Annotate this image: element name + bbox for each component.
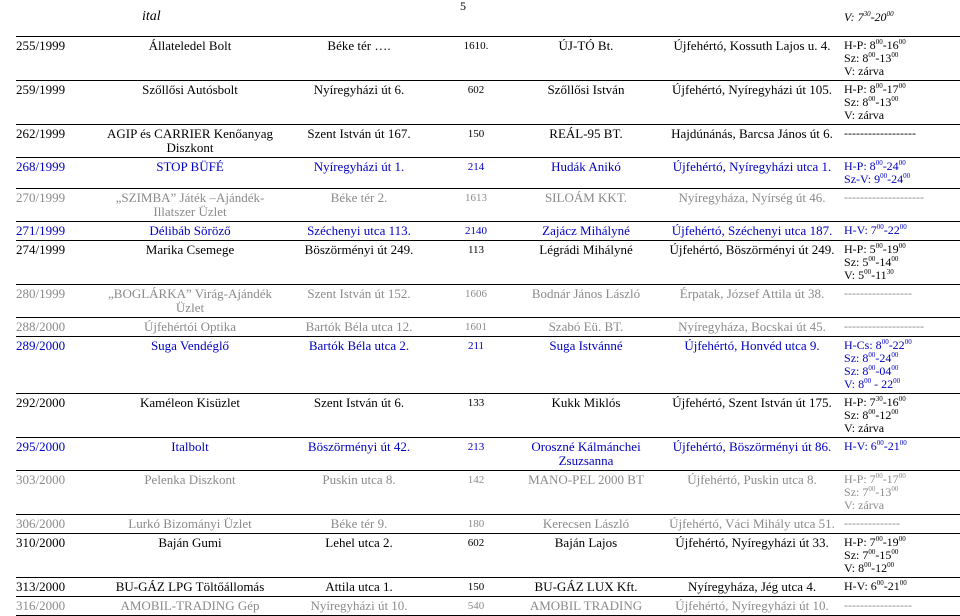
table-row [16,578,960,597]
table-row [16,37,960,81]
opening-hours [844,125,960,158]
hours-line: Sz: $8^{00}-04^{00}$ [844,364,899,378]
owner-name: REÁL-95 BT. [512,125,660,158]
hours-line: H-P: $7^{00}-19^{00}$ [844,535,906,549]
shop-name: Pelenka Diszkont [102,471,278,515]
hours-line: V: zárva [844,108,885,122]
shop-address: Szent István út 167. [278,125,440,158]
registration-number: 289/2000 [16,337,102,394]
table-row [16,438,960,471]
hours-line: ----------------- [844,286,912,300]
hours-line: Sz: $8^{00}-12^{00}$ [844,408,899,422]
shop-address: Nyíregyházi út 1. [278,158,440,189]
page-number: 5 [460,0,466,13]
shop-address: Nyíregyházi út 10. [278,597,440,616]
owner-name: SILOÁM KKT. [512,189,660,222]
owner-name: ÚJ-TÓ Bt. [512,37,660,81]
registration-number: 255/1999 [16,37,102,81]
owner-name: Suga Istvánné [512,337,660,394]
shop-name: Állateledel Bolt [102,37,278,81]
hours-line: H-P: $5^{00}-19^{00}$ [844,242,906,256]
shop-address: Böszörményi út 249. [278,241,440,285]
code-number: 1606 [440,285,512,318]
registration-number: 259/1999 [16,81,102,125]
registration-number: 280/1999 [16,285,102,318]
code-number: 1601 [440,318,512,337]
table-row [16,318,960,337]
owner-address: Érpatak, József Attila út 38. [660,285,844,318]
hours-line: V: zárva [844,421,885,435]
shop-address: Béke tér …. [278,37,440,81]
opening-hours [844,285,960,318]
owner-name: Légrádi Mihályné [512,241,660,285]
opening-hours [844,189,960,222]
shop-name: „SZIMBA” Játék –Ajándék-Illatszer Üzlet [102,189,278,222]
table-row [16,158,960,189]
opening-hours [844,471,960,515]
table-row [16,597,960,616]
hours-line: Sz: $5^{00}-14^{00}$ [844,255,899,269]
code-number: 602 [440,81,512,125]
registration-number: 310/2000 [16,534,102,578]
code-number: 180 [440,515,512,534]
table-row [16,285,960,318]
hours-line: H-V: $6^{00}-21^{00}$ [844,439,907,453]
hours-line: ----------------- [844,598,912,612]
opening-hours [844,438,960,471]
opening-hours [844,241,960,285]
registration-number: 262/1999 [16,125,102,158]
owner-name: Szabó Eü. BT. [512,318,660,337]
code-number: 2140 [440,222,512,241]
registration-number: 270/1999 [16,189,102,222]
shop-address: Nyíregyházi út 6. [278,81,440,125]
shop-name: STOP BÜFÉ [102,158,278,189]
opening-hours [844,578,960,597]
table-row [16,515,960,534]
owner-address: Újfehértó, Széchenyi utca 187. [660,222,844,241]
shop-name: Szőllősi Autósbolt [102,81,278,125]
code-number: 150 [440,578,512,597]
hours-line: Sz: $7^{00}-13^{00}$ [844,485,899,499]
registration-number: 271/1999 [16,222,102,241]
hours-line: H-P: $8^{00}-24^{00}$ [844,159,906,173]
owner-name: Szőllősi István [512,81,660,125]
registration-number: 303/2000 [16,471,102,515]
hours-line: Sz-V: $9^{00}-24^{00}$ [844,172,911,186]
shop-name: Suga Vendéglő [102,337,278,394]
table-row [16,222,960,241]
shop-address: Béke tér 2. [278,189,440,222]
hours-line: H-P: $8^{00}-16^{00}$ [844,38,906,52]
registration-number: 295/2000 [16,438,102,471]
shop-address: Lehel utca 2. [278,534,440,578]
owner-address: Újfehértó, Nyíregyházi út 33. [660,534,844,578]
registration-number: 306/2000 [16,515,102,534]
hours-line: Sz: $8^{00}-24^{00}$ [844,351,899,365]
hours-line: Sz: $7^{00}-15^{00}$ [844,548,899,562]
shop-name: Italbolt [102,438,278,471]
code-number: 540 [440,597,512,616]
opening-hours [844,337,960,394]
owner-address: Újfehértó, Nyíregyházi út 10. [660,597,844,616]
code-number: 602 [440,534,512,578]
header-hours: V: $7^{30}-20^{00}$ [844,10,960,37]
shop-name: Lurkó Bizományi Üzlet [102,515,278,534]
code-number: 150 [440,125,512,158]
hours-line: H-P: $7^{00}-17^{00}$ [844,472,906,486]
opening-hours [844,158,960,189]
owner-name: Bodnár János László [512,285,660,318]
hours-line: ------------------ [844,126,916,140]
hours-line: H-V: $6^{00}-21^{00}$ [844,579,907,593]
table-row [16,471,960,515]
owner-name: MANO-PEL 2000 BT [512,471,660,515]
registration-number: 292/2000 [16,394,102,438]
shop-name: Baján Gumi [102,534,278,578]
code-number: 142 [440,471,512,515]
code-number: 1613 [440,189,512,222]
hours-line: H-P: $7^{30}-16^{00}$ [844,395,906,409]
owner-address: Újfehértó, Puskin utca 8. [660,471,844,515]
owner-address: Újfehértó, Nyíregyházi út 105. [660,81,844,125]
hours-line: V: $8^{00}-12^{00}$ [844,561,895,575]
header-title: ital [16,10,844,37]
shop-address: Bartók Béla utca 2. [278,337,440,394]
owner-address: Újfehértó, Nyíregyházi utca 1. [660,158,844,189]
shop-name: AMOBIL-TRADING Gép [102,597,278,616]
registration-number: 274/1999 [16,241,102,285]
code-number: 213 [440,438,512,471]
registration-number: 313/2000 [16,578,102,597]
hours-line: V: $5^{00}-11^{30}$ [844,268,894,282]
opening-hours [844,318,960,337]
hours-line: -------------------- [844,319,924,333]
shop-address: Béke tér 9. [278,515,440,534]
shop-name: Délibáb Söröző [102,222,278,241]
owner-name: Hudák Anikó [512,158,660,189]
shop-address: Szent István út 152. [278,285,440,318]
shop-address: Böszörményi út 42. [278,438,440,471]
code-number: 211 [440,337,512,394]
hours-line: V: zárva [844,498,885,512]
header-row [16,10,960,37]
registration-number: 288/2000 [16,318,102,337]
owner-name: AMOBIL TRADING [512,597,660,616]
shop-name: Újfehértói Optika [102,318,278,337]
owner-name: Zajácz Mihályné [512,222,660,241]
owner-address: Nyíregyháza, Bocskai út 45. [660,318,844,337]
code-number: 133 [440,394,512,438]
owner-address: Újfehértó, Szent István út 175. [660,394,844,438]
registration-number: 268/1999 [16,158,102,189]
hours-line: H-P: $8^{00}-17^{00}$ [844,82,906,96]
hours-line: Sz: $8^{00}-13^{00}$ [844,95,899,109]
owner-name: Kukk Miklós [512,394,660,438]
table-row [16,81,960,125]
hours-line: -------------- [844,516,900,530]
owner-address: Nyíregyháza, Jég utca 4. [660,578,844,597]
shop-address: Széchenyi utca 113. [278,222,440,241]
hours-line: Sz: $8^{00}-13^{00}$ [844,51,899,65]
hours-line: -------------------- [844,190,924,204]
shop-address: Attila utca 1. [278,578,440,597]
shop-address: Puskin utca 8. [278,471,440,515]
shop-name: BU-GÁZ LPG Töltőállomás [102,578,278,597]
shop-name: Kaméleon Kisüzlet [102,394,278,438]
owner-address: Újfehértó, Kossuth Lajos u. 4. [660,37,844,81]
shop-name: Marika Csemege [102,241,278,285]
opening-hours [844,394,960,438]
owner-name: Kerecsen László [512,515,660,534]
shop-address: Szent István út 6. [278,394,440,438]
owner-name: Oroszné Kálmánchei Zsuzsanna [512,438,660,471]
owner-address: Nyíregyháza, Nyírség út 46. [660,189,844,222]
opening-hours [844,534,960,578]
code-number: 1610. [440,37,512,81]
hours-line: H-Cs: $8^{00}-22^{00}$ [844,338,912,352]
registration-number: 316/2000 [16,597,102,616]
hours-line: H-V: $7^{00}-22^{00}$ [844,223,907,237]
code-number: 214 [440,158,512,189]
code-number: 113 [440,241,512,285]
owner-name: Baján Lajos [512,534,660,578]
owner-address: Újfehértó, Honvéd utca 9. [660,337,844,394]
table-row [16,189,960,222]
opening-hours [844,597,960,616]
owner-address: Újfehértó, Böszörményi út 86. [660,438,844,471]
shop-name: AGIP és CARRIER Kenőanyag Diszkont [102,125,278,158]
shop-address: Bartók Béla utca 12. [278,318,440,337]
shop-register-table [16,10,960,616]
opening-hours [844,81,960,125]
table-row [16,241,960,285]
hours-line: V: zárva [844,64,885,78]
opening-hours [844,515,960,534]
owner-address: Hajdúnánás, Barcsa János út 6. [660,125,844,158]
table-row [16,125,960,158]
hours-line: V: $8^{00} - 22^{00}$ [844,377,901,391]
owner-address: Újfehértó, Váci Mihály utca 51. [660,515,844,534]
table-row [16,337,960,394]
owner-address: Újfehértó, Böszörményi út 249. [660,241,844,285]
table-row [16,534,960,578]
table-row [16,394,960,438]
shop-name: „BOGLÁRKA” Virág-Ajándék Üzlet [102,285,278,318]
owner-name: BU-GÁZ LUX Kft. [512,578,660,597]
opening-hours [844,222,960,241]
opening-hours [844,37,960,81]
